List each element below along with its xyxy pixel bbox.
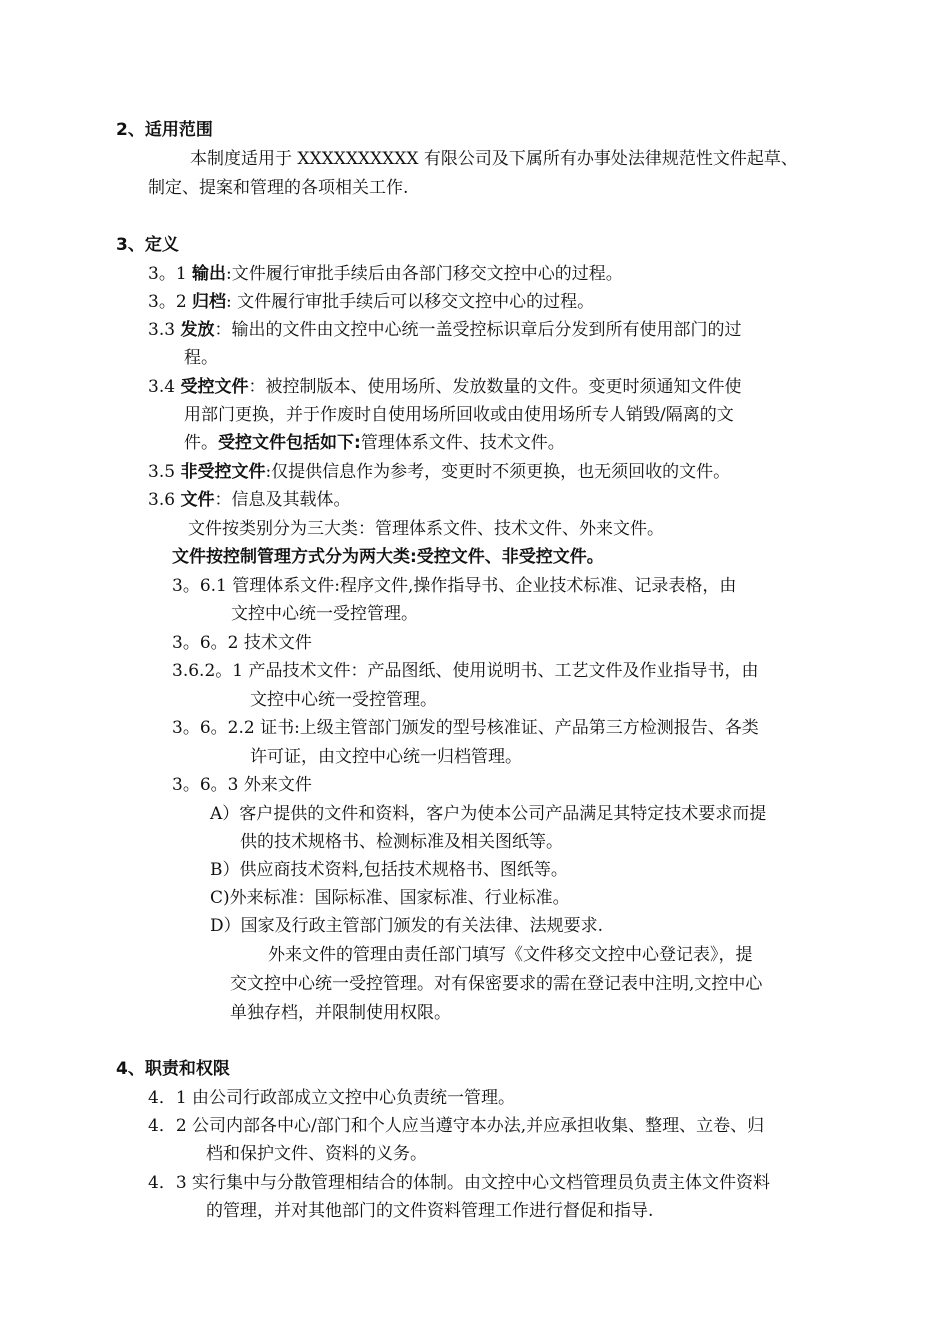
definition-3-4-cont-1: 用部门更换，并于作废时自使用场所回收或由使用场所专人销毁/隔离的文 — [184, 405, 734, 425]
section-2-heading: 2、适用范围 — [116, 120, 213, 140]
external-item-a: A）客户提供的文件和资料，客户为使本公司产品满足其特定技术要求而提 — [210, 804, 767, 824]
item-3-6-3: 3。6。3 外来文件 — [172, 775, 312, 795]
definition-text: ：被控制版本、使用场所、发放数量的文件。变更时须通知文件使 — [248, 377, 742, 397]
definition-number: 3.5 — [148, 462, 181, 482]
definition-term: 受控文件 — [180, 377, 249, 397]
definition-term: 发放 — [180, 320, 215, 340]
category-line: 文件按类别分为三大类：管理体系文件、技术文件、外来文件。 — [188, 519, 664, 539]
definition-3-3-cont: 程。 — [184, 348, 218, 368]
definition-term: 非受控文件 — [180, 462, 266, 482]
definition-text: :仅提供信息作为参考，变更时不须更换，也无须回收的文件。 — [265, 462, 731, 482]
scope-line-2: 制定、提案和管理的各项相关工作. — [148, 178, 409, 198]
cont-term: 受控文件包括如下: — [218, 433, 361, 453]
scope-line-1: 本制度适用于 XXXXXXXXXX 有限公司及下属所有办事处法律规范性文件起草、 — [190, 149, 798, 169]
definition-number: 3。2 — [148, 292, 193, 312]
definition-number: 3.3 — [148, 320, 181, 340]
item-3-6-2-1-cont: 文控中心统一受控管理。 — [250, 690, 437, 710]
definition-text: ：信息及其载体。 — [214, 490, 351, 510]
definition-term: 归档 — [192, 292, 227, 312]
definition-text: :文件履行审批手续后由各部门移交文控中心的过程。 — [226, 264, 623, 284]
external-paragraph-3: 单独存档，并限制使用权限。 — [230, 1003, 451, 1023]
definition-number: 3.4 — [148, 377, 181, 397]
definition-3-4 — [148, 375, 741, 399]
external-paragraph-2: 交文控中心统一受控管理。对有保密要求的需在登记表中注明,文控中心 — [230, 974, 763, 994]
cont-text: 件。 — [184, 433, 218, 453]
duty-4-2: 4．2 公司内部各中心/部门和个人应当遵守本办法,并应承担收集、整理、立卷、归 — [148, 1116, 765, 1136]
external-item-a-cont: 供的技术规格书、检测标准及相关图纸等。 — [240, 832, 563, 852]
item-3-6-2-2: 3。6。2.2 证书:上级主管部门颁发的型号核准证、产品第三方检测报告、各类 — [172, 718, 759, 738]
item-3-6-1: 3。6.1 管理体系文件:程序文件,操作指导书、企业技术标准、记录表格，由 — [172, 576, 737, 596]
duty-4-3-cont: 的管理，并对其他部门的文件资料管理工作进行督促和指导. — [206, 1201, 654, 1221]
duty-4-2-cont: 档和保护文件、资料的义务。 — [206, 1144, 427, 1164]
item-3-6-2: 3。6。2 技术文件 — [172, 633, 312, 653]
section-3-heading: 3、定义 — [116, 235, 179, 255]
control-category-line: 文件按控制管理方式分为两大类:受控文件、非受控文件。 — [172, 547, 604, 567]
external-item-c: C)外来标准：国际标准、国家标准、行业标准。 — [210, 888, 570, 908]
definition-text: ：输出的文件由文控中心统一盖受控标识章后分发到所有使用部门的过 — [214, 320, 742, 340]
definition-3-4-cont-2 — [184, 431, 565, 455]
external-paragraph-1: 外来文件的管理由责任部门填写《文件移交文控中心登记表》，提 — [268, 945, 753, 965]
definition-term: 文件 — [180, 490, 215, 510]
definition-3-1 — [148, 262, 623, 286]
section-4-heading: 4、职责和权限 — [116, 1059, 230, 1079]
definition-3-3 — [148, 318, 741, 342]
definition-3-6 — [148, 488, 350, 512]
definition-number: 3。1 — [148, 264, 193, 284]
definition-number: 3.6 — [148, 490, 181, 510]
definition-term: 输出 — [192, 264, 227, 284]
definition-3-2 — [148, 290, 594, 314]
item-3-6-2-1: 3.6.2。1 产品技术文件：产品图纸、使用说明书、工艺文件及作业指导书，由 — [172, 661, 759, 681]
duty-4-3: 4．3 实行集中与分散管理相结合的体制。由文控中心文档管理员负责主体文件资料 — [148, 1173, 771, 1193]
item-3-6-2-2-cont: 许可证，由文控中心统一归档管理。 — [250, 747, 522, 767]
definition-3-5 — [148, 460, 730, 484]
definition-text: : 文件履行审批手续后可以移交文控中心的过程。 — [226, 292, 595, 312]
external-item-b: B）供应商技术资料,包括技术规格书、图纸等。 — [210, 860, 568, 880]
item-3-6-1-cont: 文控中心统一受控管理。 — [231, 604, 418, 624]
external-item-d: D）国家及行政主管部门颁发的有关法律、法规要求. — [210, 916, 604, 936]
cont-text: 管理体系文件、技术文件。 — [360, 433, 565, 453]
duty-4-1: 4．1 由公司行政部成立文控中心负责统一管理。 — [148, 1088, 516, 1108]
